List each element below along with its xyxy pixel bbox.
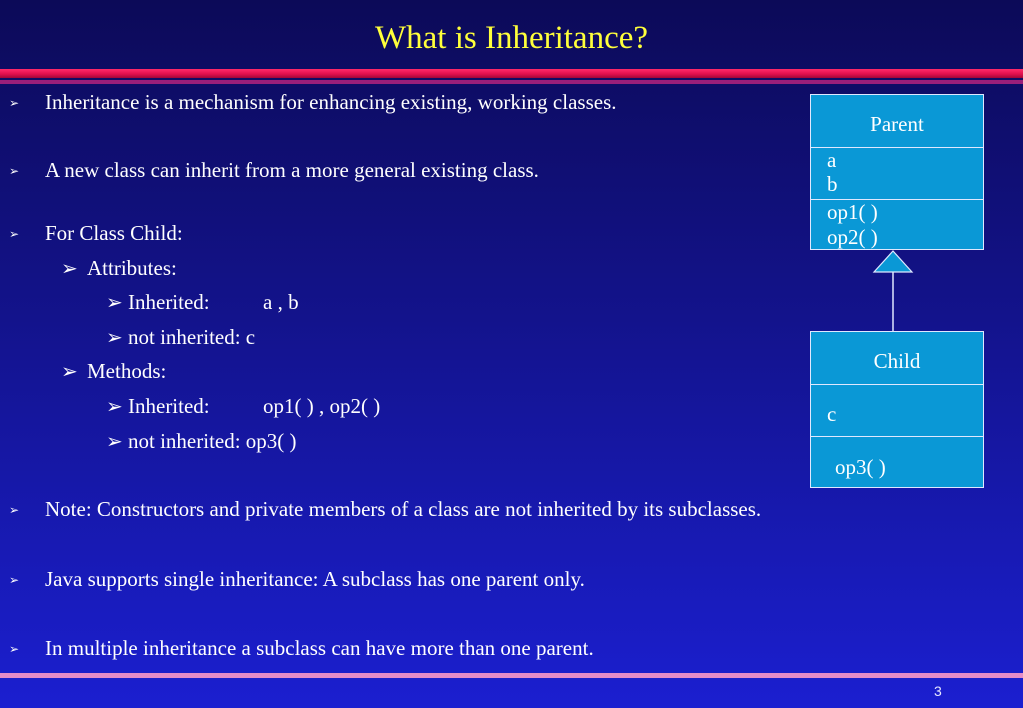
inheritance-arrow-icon: [860, 248, 930, 332]
uml-attribute: a: [827, 148, 837, 172]
uml-attribute: b: [827, 172, 838, 196]
sub-sub-bullet-item: [106, 290, 299, 315]
sub-bullet-text: Methods:: [87, 359, 167, 383]
bullet-arrow-icon: ➢: [9, 164, 20, 178]
sub-bullet-text: Attributes:: [87, 256, 177, 280]
sub-sub-bullet-item: [106, 429, 297, 454]
bullet-arrow-icon: ➢: [106, 396, 123, 418]
bullet-item: [9, 90, 617, 115]
inherited-label: Inherited:: [128, 290, 210, 314]
slide-title: What is Inheritance?: [374, 20, 649, 56]
inherited-label: Inherited:: [128, 394, 210, 418]
title-divider-secondary: [0, 80, 1023, 84]
bullet-text: In multiple inheritance a subclass can have more than one parent.: [45, 636, 594, 660]
bullet-text: For Class Child:: [45, 221, 183, 245]
bullet-arrow-icon: ➢: [61, 258, 78, 280]
inherited-value: a , b: [263, 290, 299, 314]
bullet-arrow-icon: ➢: [61, 361, 78, 383]
uml-parent-attributes: [811, 148, 983, 200]
footer-divider: [0, 673, 1023, 678]
bullet-arrow-icon: ➢: [9, 227, 20, 241]
uml-child-attributes: [811, 385, 983, 437]
uml-operation: op3( ): [835, 455, 886, 479]
sub-bullet-item: [61, 256, 177, 281]
sub-bullet-item: [61, 359, 167, 384]
sub-sub-bullet-item: [106, 325, 256, 350]
bullet-item: [9, 158, 539, 183]
bullet-arrow-icon: ➢: [9, 96, 20, 110]
uml-child-name: Child: [811, 332, 983, 385]
bullet-arrow-icon: ➢: [106, 292, 123, 314]
bullet-item: [9, 636, 594, 661]
uml-operation: op2( ): [827, 225, 878, 249]
bullet-arrow-icon: ➢: [106, 327, 123, 349]
bullet-item: [9, 221, 183, 246]
bullet-text: Note: Constructors and private members of a class are not inherited by its subclasses.: [45, 497, 762, 521]
uml-parent-class: [810, 94, 984, 250]
bullet-text: Inheritance is a mechanism for enhancing existing, working classes.: [45, 90, 617, 114]
uml-parent-name: Parent: [811, 95, 983, 148]
sub-sub-bullet-item: [106, 394, 381, 419]
bullet-arrow-icon: ➢: [9, 503, 20, 517]
inherited-value: op1( ) , op2( ): [263, 394, 381, 418]
uml-operation: op1( ): [827, 200, 878, 224]
bullet-arrow-icon: ➢: [106, 431, 123, 453]
uml-child-operations: [811, 437, 983, 489]
bullet-arrow-icon: ➢: [9, 642, 20, 656]
not-inherited-text: not inherited: c: [128, 325, 256, 349]
uml-parent-operations: [811, 200, 983, 251]
not-inherited-text: not inherited: op3( ): [128, 429, 297, 453]
uml-child-class: [810, 331, 984, 488]
bullet-text: Java supports single inheritance: A subclass has one parent only.: [45, 567, 585, 591]
bullet-item: [9, 497, 762, 522]
uml-attribute: c: [827, 402, 837, 426]
page-number: 3: [934, 683, 942, 699]
title-divider: [0, 69, 1023, 78]
bullet-text: A new class can inherit from a more general existing class.: [45, 158, 539, 182]
bullet-item: [9, 567, 585, 592]
bullet-arrow-icon: ➢: [9, 573, 20, 587]
